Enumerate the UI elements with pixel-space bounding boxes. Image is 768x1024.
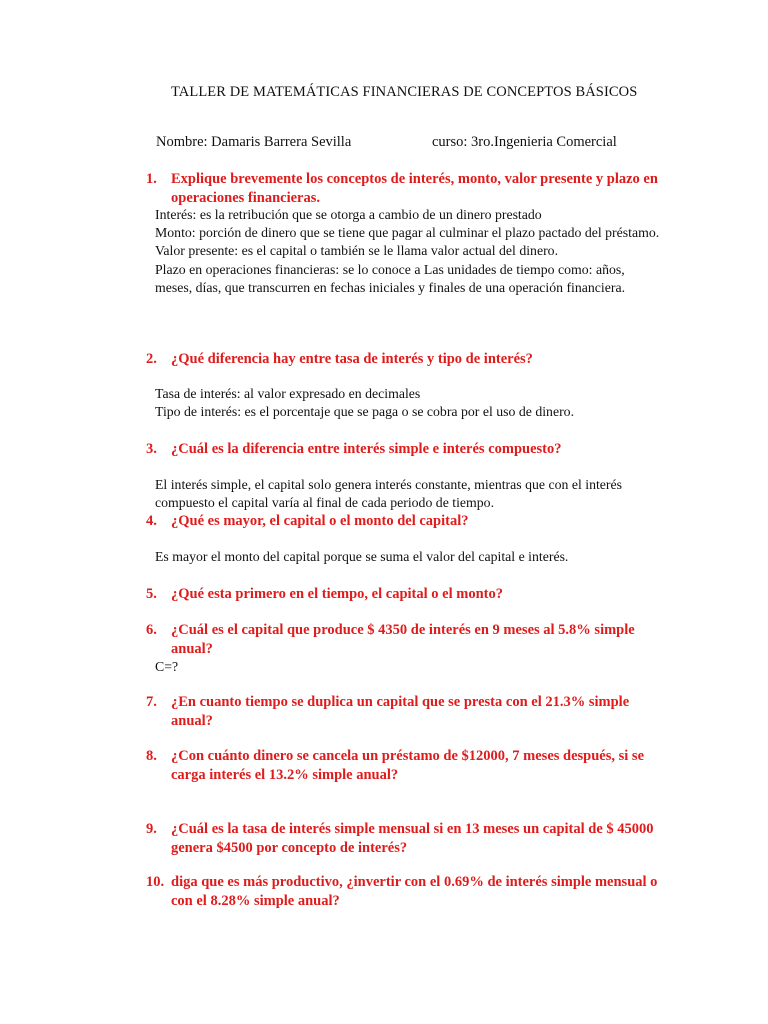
question-number: 9. — [146, 821, 157, 837]
question-number: 1. — [146, 171, 157, 187]
question-text: ¿Qué esta primero en el tiempo, el capital o el monto? — [171, 586, 503, 602]
question-text: ¿En cuanto tiempo se duplica un capital que se presta con el 21.3% simple anual? — [171, 694, 630, 729]
answer-line: El interés simple, el capital solo genera interés constante, mientras que con el interés compuesto el capital varía al final de cada periodo de tiempo. — [155, 477, 623, 511]
student-info-row — [156, 134, 676, 151]
answer-line: Monto: porción de dinero que se tiene que pagar al culminar el plazo pactado del préstamo. — [155, 225, 660, 241]
question-number: 5. — [146, 586, 157, 602]
question-7 — [146, 693, 666, 731]
document-title: TALLER DE MATEMÁTICAS FINANCIERAS DE CONCEPTOS BÁSICOS — [171, 84, 638, 100]
question-text: ¿Qué diferencia hay entre tasa de interés y tipo de interés? — [171, 351, 533, 367]
question-4 — [146, 512, 666, 531]
question-number: 4. — [146, 513, 157, 529]
question-text: diga que es más productivo, ¿invertir con el 0.69% de interés simple mensual o con el 8.28% simple anual? — [171, 874, 658, 909]
question-number: 2. — [146, 351, 157, 367]
question-6 — [146, 621, 666, 659]
question-1 — [146, 170, 666, 208]
question-number: 6. — [146, 622, 157, 638]
answer-2 — [155, 385, 665, 421]
question-number: 8. — [146, 748, 157, 764]
question-number: 3. — [146, 441, 157, 457]
question-text: ¿Cuál es la tasa de interés simple mensual si en 13 meses un capital de $ 45000 genera $4500 por concepto de interés? — [171, 821, 654, 856]
question-9 — [146, 820, 666, 858]
answer-line: Interés: es la retribución que se otorga a cambio de un dinero prestado — [155, 207, 542, 222]
answer-3 — [155, 476, 665, 512]
question-5 — [146, 585, 666, 604]
question-8 — [146, 747, 666, 785]
question-text: ¿Cuál es el capital que produce $ 4350 de interés en 9 meses al 5.8% simple anual? — [171, 622, 635, 657]
student-name: Nombre: Damaris Barrera Sevilla — [156, 134, 352, 150]
answer-line: Es mayor el monto del capital porque se suma el valor del capital e interés. — [155, 549, 569, 564]
question-number: 7. — [146, 694, 157, 710]
answer-1 — [155, 206, 665, 297]
question-text: Explique brevemente los conceptos de interés, monto, valor presente y plazo en operaciones financieras. — [171, 171, 658, 206]
answer-line: Tipo de interés: es el porcentaje que se paga o se cobra por el uso de dinero. — [155, 404, 575, 420]
question-number: 10. — [146, 874, 165, 890]
question-text: ¿Qué es mayor, el capital o el monto del capital? — [171, 513, 469, 529]
question-text: ¿Cuál es la diferencia entre interés simple e interés compuesto? — [171, 441, 562, 457]
answer-6 — [155, 658, 665, 676]
answer-line: Plazo en operaciones financieras: se lo conoce a Las unidades de tiempo como: años, meses, días, que transcurren en fechas iniciales y finales de una operación financiera. — [155, 261, 626, 295]
answer-4 — [155, 548, 665, 566]
answer-line: C=? — [155, 659, 179, 674]
question-3 — [146, 440, 666, 459]
question-10 — [146, 873, 666, 911]
answer-line: Valor presente: es el capital o también se le llama valor actual del dinero. — [155, 243, 559, 259]
question-2 — [146, 350, 666, 369]
answer-line: Tasa de interés: al valor expresado en decimales — [155, 386, 421, 401]
student-course: curso: 3ro.Ingenieria Comercial — [432, 134, 617, 150]
question-text: ¿Con cuánto dinero se cancela un préstamo de $12000, 7 meses después, si se carga interés el 13.2% simple anual? — [171, 748, 644, 783]
